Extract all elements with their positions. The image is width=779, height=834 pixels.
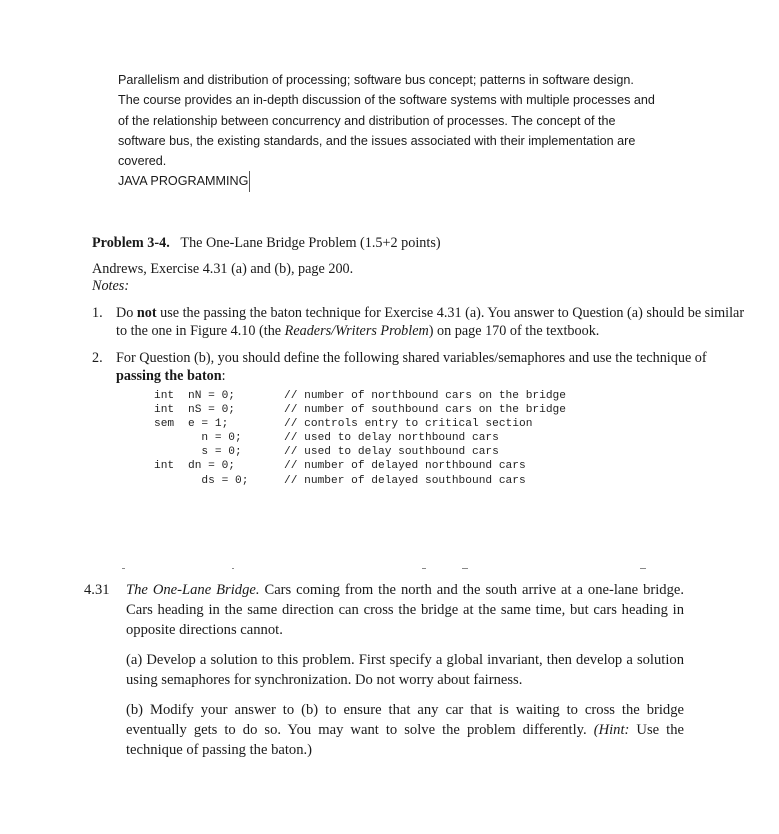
code-comment: // number of delayed northbound cars bbox=[284, 460, 526, 473]
exercise-4-31 bbox=[84, 580, 684, 760]
code-type: int bbox=[154, 460, 175, 473]
exercise-text: Cars coming from the north and the south arrive at a one-lane bridge. Cars heading in the same direction can cross the bridge at the same time, but cars heading in opposite directions cannot. bbox=[126, 582, 685, 638]
code-type bbox=[154, 431, 188, 445]
code-line bbox=[154, 474, 566, 488]
shared-variables-code bbox=[154, 389, 566, 488]
description-line: software bus, the existing standards, and the issues associated with their implementation are bbox=[118, 133, 636, 148]
description-line: of the relationship between concurrency and distribution of processes. The concept of the bbox=[118, 113, 616, 128]
code-type: sem bbox=[154, 418, 175, 431]
problem-heading bbox=[92, 234, 752, 252]
code-line bbox=[154, 459, 566, 473]
description-line: covered. bbox=[118, 154, 167, 169]
scan-marks bbox=[122, 568, 682, 572]
code-line bbox=[154, 445, 566, 459]
code-type bbox=[154, 474, 188, 488]
description-line: The course provides an in-depth discussion of the software systems with multiple processes and bbox=[118, 93, 655, 108]
exercise-title: The One-Lane Bridge. bbox=[126, 582, 260, 598]
code-type: int bbox=[154, 390, 175, 402]
description-line: Parallelism and distribution of processing; software bus concept; patterns in software design. bbox=[118, 73, 634, 87]
exercise-part-a: (a) Develop a solution to this problem. First specify a global invariant, then develop a solution using semaphores for synchronization. Do not worry about fairness. bbox=[126, 652, 684, 688]
note-item-2: 2. For Question (b), you should define the following shared variables/semaphores and use the technique of passing the baton: bbox=[92, 350, 707, 384]
code-decl: n = 0; bbox=[188, 432, 242, 445]
notes-label: Notes: bbox=[92, 278, 130, 294]
code-decl: s = 0; bbox=[188, 446, 242, 459]
code-type bbox=[154, 445, 188, 459]
problem-section bbox=[92, 234, 752, 394]
code-decl: e = 1; bbox=[188, 418, 229, 431]
code-decl: nS = 0; bbox=[188, 404, 235, 417]
notes-list bbox=[92, 304, 752, 385]
code-comment: // used to delay southbound cars bbox=[284, 446, 499, 459]
code-line bbox=[154, 403, 566, 417]
problem-label: Problem 3-4. bbox=[92, 235, 170, 251]
problem-source: Andrews, Exercise 4.31 (a) and (b), page 200. bbox=[92, 261, 354, 277]
code-line bbox=[154, 417, 566, 431]
code-decl: nN = 0; bbox=[188, 390, 235, 402]
note-item-1: 1. Do not use the passing the baton technique for Exercise 4.31 (a). You answer to Question (a) should be similar to the one in Figure 4.10 (the Readers/Writers Problem) on page 170 of the textbook. bbox=[92, 305, 745, 339]
course-description bbox=[118, 70, 718, 192]
hint-label: (Hint: bbox=[593, 722, 630, 738]
code-comment: // number of northbound cars on the bridge bbox=[284, 390, 566, 402]
code-comment: // number of southbound cars on the bridge bbox=[284, 404, 566, 417]
java-programming-label[interactable]: JAVA PROGRAMMING bbox=[118, 171, 250, 191]
code-type: int bbox=[154, 404, 175, 417]
problem-title: The One-Lane Bridge Problem (1.5+2 points) bbox=[180, 235, 441, 251]
code-comment: // used to delay northbound cars bbox=[284, 432, 499, 445]
exercise-number: 4.31 bbox=[84, 582, 110, 598]
code-line bbox=[154, 431, 566, 445]
code-decl: ds = 0; bbox=[188, 474, 249, 487]
code-decl: dn = 0; bbox=[188, 460, 235, 473]
exercise-statement bbox=[84, 580, 684, 640]
code-comment: // number of delayed southbound cars bbox=[284, 474, 526, 487]
exercise-part-b: (b) Modify your answer to (b) to ensure that any car that is waiting to cross the bridge eventually gets to do so. You may want to solve the problem differently. (Hint: Use the technique of passing the baton.) bbox=[126, 702, 685, 758]
code-comment: // controls entry to critical section bbox=[284, 418, 533, 431]
code-line bbox=[154, 389, 566, 403]
